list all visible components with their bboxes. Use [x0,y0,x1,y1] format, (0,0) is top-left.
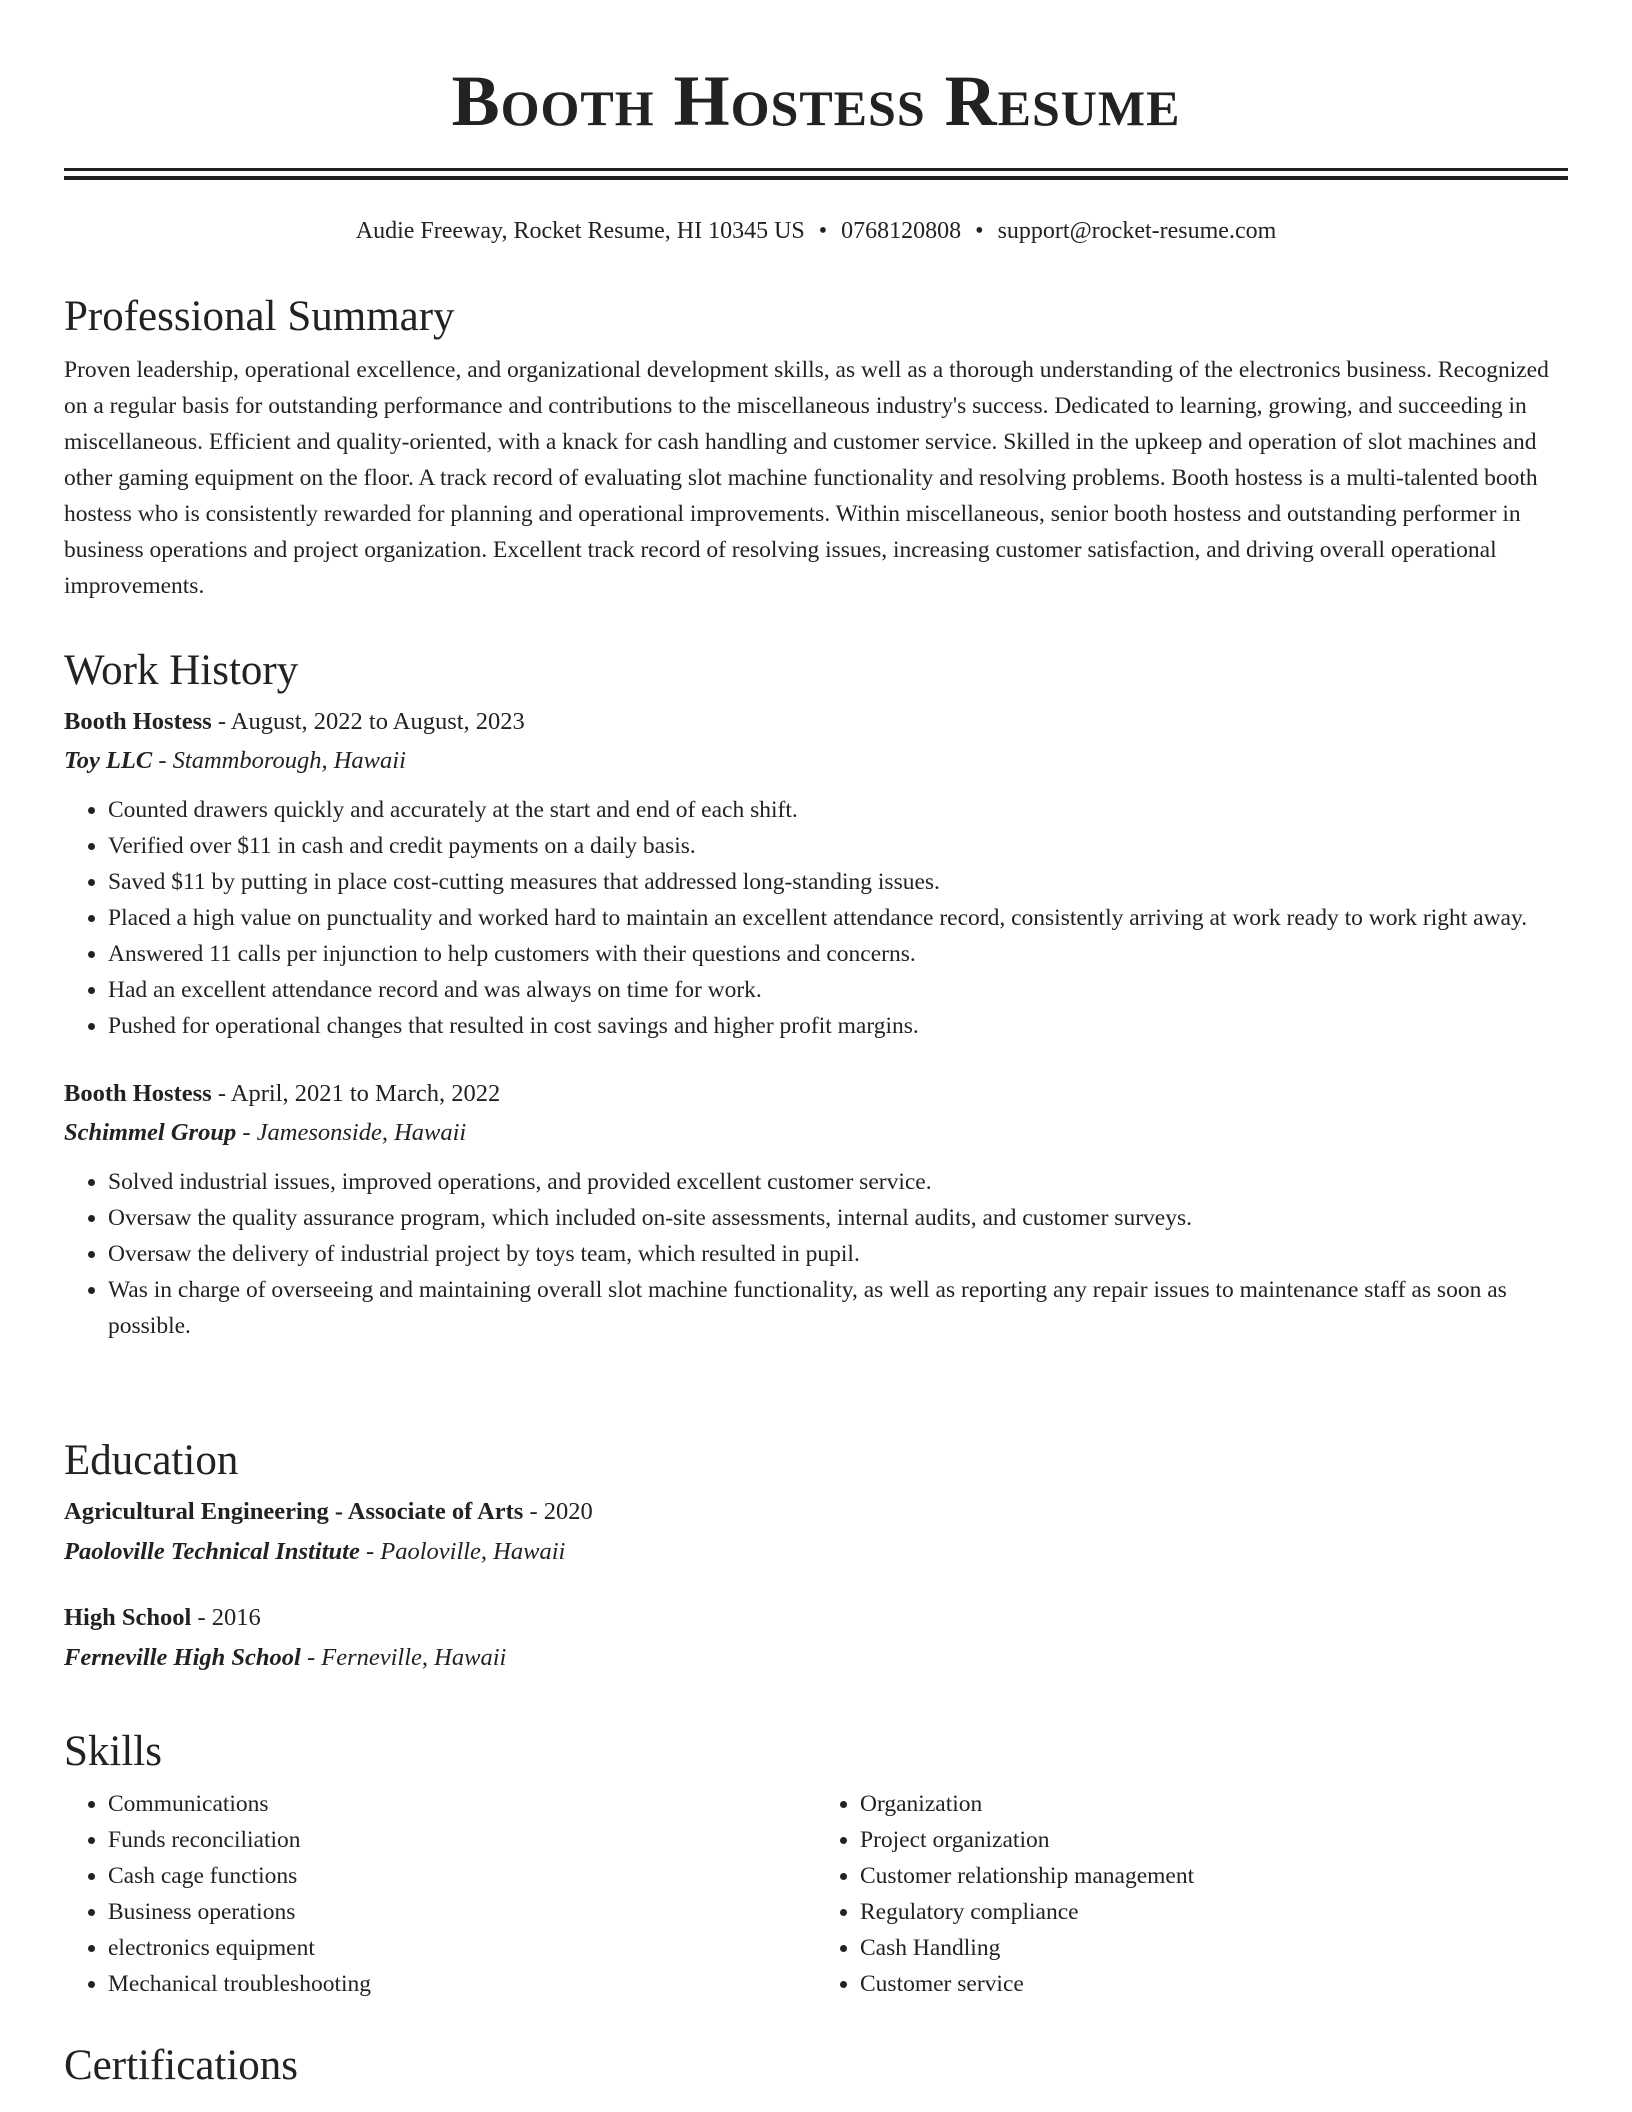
certifications-heading: Certifications [64,2042,299,2089]
summary-heading: Professional Summary [64,293,455,340]
education-year: - 2020 [523,1498,593,1525]
education-entry [64,1600,1568,1676]
education-degree-line [64,1600,1568,1636]
job-company: Schimmel Group [64,1119,237,1146]
skills-list-right [816,1786,1568,2002]
education-location: - Paoloville, Hawaii [359,1538,566,1565]
job-company-line [64,743,1568,779]
skills-section [64,1726,1568,2002]
job-bullet: • Oversaw the quality assurance program, which included on-site assessments, internal audits, and customer surveys. [108,1200,1568,1236]
job-title: Booth Hostess [64,708,212,735]
skill-item: • Business operations [108,1894,816,1930]
contact-line [64,214,1568,248]
job-bullet: • Verified over $11 in cash and credit payments on a daily basis. [108,828,1568,864]
title-divider-top [64,168,1568,171]
skill-item: • Communications [108,1786,816,1822]
skill-item: • Cash cage functions [108,1858,816,1894]
summary-text: Proven leadership, operational excellence, and organizational development skills, as well as a thorough understanding of the electronics business. Recognized on a regular basis for outstanding performance and contributions to the miscellaneous industry's success. Dedicated to learning, growing, and succeeding in miscellaneous. Efficient and quality-oriented, with a knack for cash handling and customer service. Skilled in the upkeep and operation of slot machines and other gaming equipment on the floor. A track record of evaluating slot machine functionality and resolving problems. Booth hostess is a multi-talented booth hostess who is consistently rewarded for planning and operational improvements. Within miscellaneous, senior booth hostess and outstanding performer in business operations and project organization. Excellent track record of resolving issues, increasing customer satisfaction, and driving overall operational improvements. [64,357,1549,599]
skills-list-left [64,1786,816,2002]
education-heading: Education [64,1437,239,1484]
contact-address: Audie Freeway, Rocket Resume, HI 10345 US [355,218,805,244]
job-bullet: • Solved industrial issues, improved operations, and provided excellent customer service. [108,1164,1568,1200]
education-degree: High School [64,1604,192,1631]
job-bullet: • Saved $11 by putting in place cost-cutting measures that addressed long-standing issues. [108,864,1568,900]
education-school-line [64,1534,1568,1570]
education-degree-line [64,1494,1568,1530]
education-entry [64,1494,1568,1570]
skill-item: • Project organization [860,1822,1568,1858]
job-title-line [64,1076,1568,1112]
education-location: - Ferneville, Hawaii [300,1644,507,1671]
job-bullet: • Oversaw the delivery of industrial project by toys team, which resulted in pupil. [108,1236,1568,1272]
contact-separator: • [818,218,828,244]
resume-title: Booth Hostess Resume [451,61,1181,141]
skills-heading: Skills [64,1728,162,1775]
job-entry [64,704,1568,1044]
skill-item: • Regulatory compliance [860,1894,1568,1930]
job-bullet: • Answered 11 calls per injunction to help customers with their questions and concerns. [108,936,1568,972]
contact-separator: • [975,218,984,244]
skill-item: • Cash Handling [860,1930,1568,1966]
job-bullet: • Placed a high value on punctuality and worked hard to maintain an excellent attendance record, consistently arriving at work ready to work right away. [108,900,1568,936]
education-school: Ferneville High School [64,1644,301,1671]
work-history-heading: Work History [64,647,299,694]
job-company: Toy LLC [64,747,153,774]
skill-item: • Customer relationship management [860,1858,1568,1894]
certifications-section [64,2040,1568,2092]
skill-item: • Customer service [860,1966,1568,2002]
job-bullets [64,792,1568,1044]
job-dates: - August, 2022 to August, 2023 [211,708,525,735]
job-location: - Jamesonside, Hawaii [236,1119,467,1146]
work-history-section [64,645,1568,1344]
job-bullet: • Counted drawers quickly and accurately at the start and end of each shift. [108,792,1568,828]
job-dates: - April, 2021 to March, 2022 [211,1080,501,1107]
skill-item: • Organization [860,1786,1568,1822]
job-location: - Stammborough, Hawaii [152,747,406,774]
job-bullet: • Was in charge of overseeing and maintaining overall slot machine functionality, as well as reporting any repair issues to maintenance staff as soon as possible. [108,1272,1568,1344]
education-school-line [64,1640,1568,1676]
job-company-line [64,1115,1568,1151]
contact-email: support@rocket-resume.com [997,218,1277,244]
education-school: Paoloville Technical Institute [64,1538,360,1565]
skills-columns [64,1786,1568,2002]
job-bullet: • Had an excellent attendance record and was always on time for work. [108,972,1568,1008]
job-entry [64,1076,1568,1344]
title-divider-bottom [64,176,1568,180]
education-year: - 2016 [191,1604,261,1631]
skill-item: • Mechanical troubleshooting [108,1966,816,2002]
job-bullets [64,1164,1568,1344]
contact-phone: 0768120808 [841,218,962,244]
skill-item: • electronics equipment [108,1930,816,1966]
education-degree: Agricultural Engineering - Associate of Arts [64,1498,524,1525]
resume-page [64,0,1568,2089]
job-title: Booth Hostess [64,1080,212,1107]
education-section [64,1435,1568,1676]
job-bullet: • Pushed for operational changes that resulted in cost savings and higher profit margins. [108,1008,1568,1044]
summary-section [64,291,1568,604]
job-title-line [64,704,1568,740]
skill-item: • Funds reconciliation [108,1822,816,1858]
